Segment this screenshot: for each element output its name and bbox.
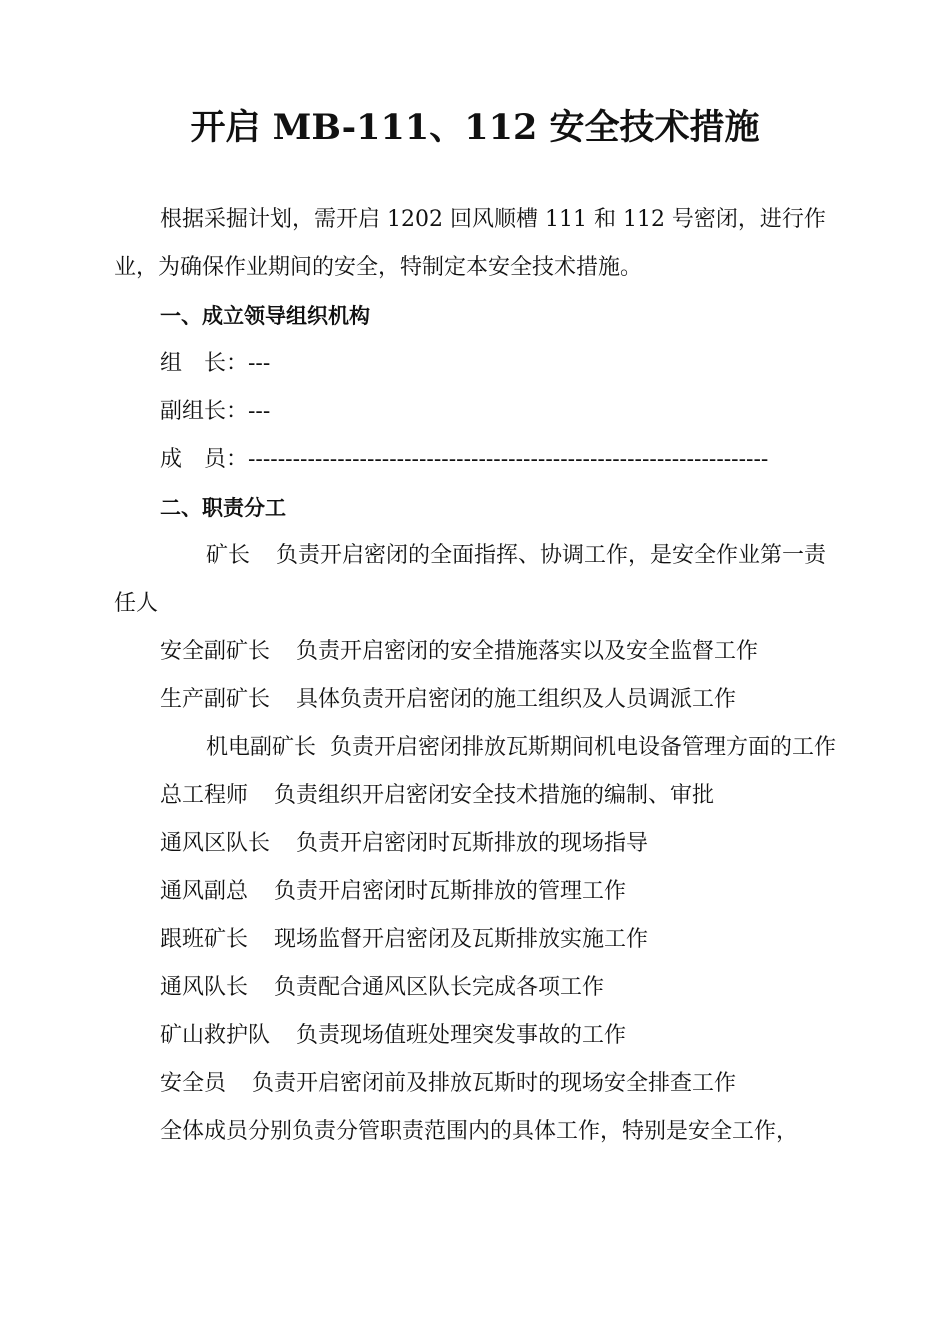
duty-item-electromechanical-deputy [114, 724, 846, 772]
duty-role: 矿山救护队 [160, 1023, 271, 1048]
duty-desc: 负责配合通风区队长完成各项工作 [274, 975, 605, 1000]
duty-role: 安全员 [160, 1071, 227, 1096]
duty-role: 生产副矿长 [160, 687, 271, 712]
duty-desc: 负责开启密闭前及排放瓦斯时的现场安全排查工作 [252, 1071, 737, 1096]
duty-item-ventilation-district-head [114, 820, 846, 868]
duty-item-shift-director [114, 916, 846, 964]
duty-desc: 负责开启密闭排放瓦斯期间机电设备管理方面的工作 [330, 735, 837, 760]
duty-item-mine-rescue-team [114, 1012, 846, 1060]
duty-item-mine-director [114, 532, 846, 628]
duty-item-safety-officer [114, 1060, 846, 1108]
duty-item-safety-deputy [114, 628, 846, 676]
section-heading-duties: 二、职责分工 [160, 496, 286, 520]
leader-line: 组 长：--- [160, 351, 271, 376]
duty-desc: 负责开启密闭的全面指挥、协调工作，是安全作业第一责任人 [114, 543, 827, 616]
duty-item-ventilation-deputy-chief [114, 868, 846, 916]
document-body [114, 196, 846, 1156]
duty-role: 总工程师 [160, 783, 249, 808]
duty-desc: 负责开启密闭时瓦斯排放的管理工作 [274, 879, 627, 904]
duty-role: 通风副总 [160, 879, 249, 904]
duty-desc: 负责现场值班处理突发事故的工作 [296, 1023, 627, 1048]
duty-item-production-deputy [114, 676, 846, 724]
members-line: 成 员：---------------------------------------------------------------------- [160, 447, 769, 472]
document-title: 开启 MB-111、112 安全技术措施 [190, 107, 760, 148]
intro-paragraph: 根据采掘计划，需开启 1202 回风顺槽 111 和 112 号密闭，进行作业，为确保作业期间的安全，特制定本安全技术措施。 [114, 207, 826, 280]
duty-desc: 具体负责开启密闭的施工组织及人员调派工作 [296, 687, 737, 712]
duty-desc: 负责开启密闭时瓦斯排放的现场指导 [296, 831, 649, 856]
duty-role: 通风队长 [160, 975, 249, 1000]
deputy-leader-line: 副组长：--- [160, 399, 271, 424]
duty-role: 安全副矿长 [160, 639, 271, 664]
duty-desc: 现场监督开启密闭及瓦斯排放实施工作 [274, 927, 649, 952]
duty-role: 通风区队长 [160, 831, 271, 856]
duty-item-ventilation-team-head [114, 964, 846, 1012]
duty-desc: 负责组织开启密闭安全技术措施的编制、审批 [274, 783, 715, 808]
closing-paragraph: 全体成员分别负责分管职责范围内的具体工作，特别是安全工作， [160, 1119, 799, 1144]
duty-role: 矿长 [206, 543, 251, 568]
duty-role: 跟班矿长 [160, 927, 249, 952]
section-heading-organization: 一、成立领导组织机构 [160, 304, 370, 328]
duty-role: 机电副矿长 [206, 735, 317, 760]
duty-item-chief-engineer [114, 772, 846, 820]
duty-desc: 负责开启密闭的安全措施落实以及安全监督工作 [296, 639, 759, 664]
